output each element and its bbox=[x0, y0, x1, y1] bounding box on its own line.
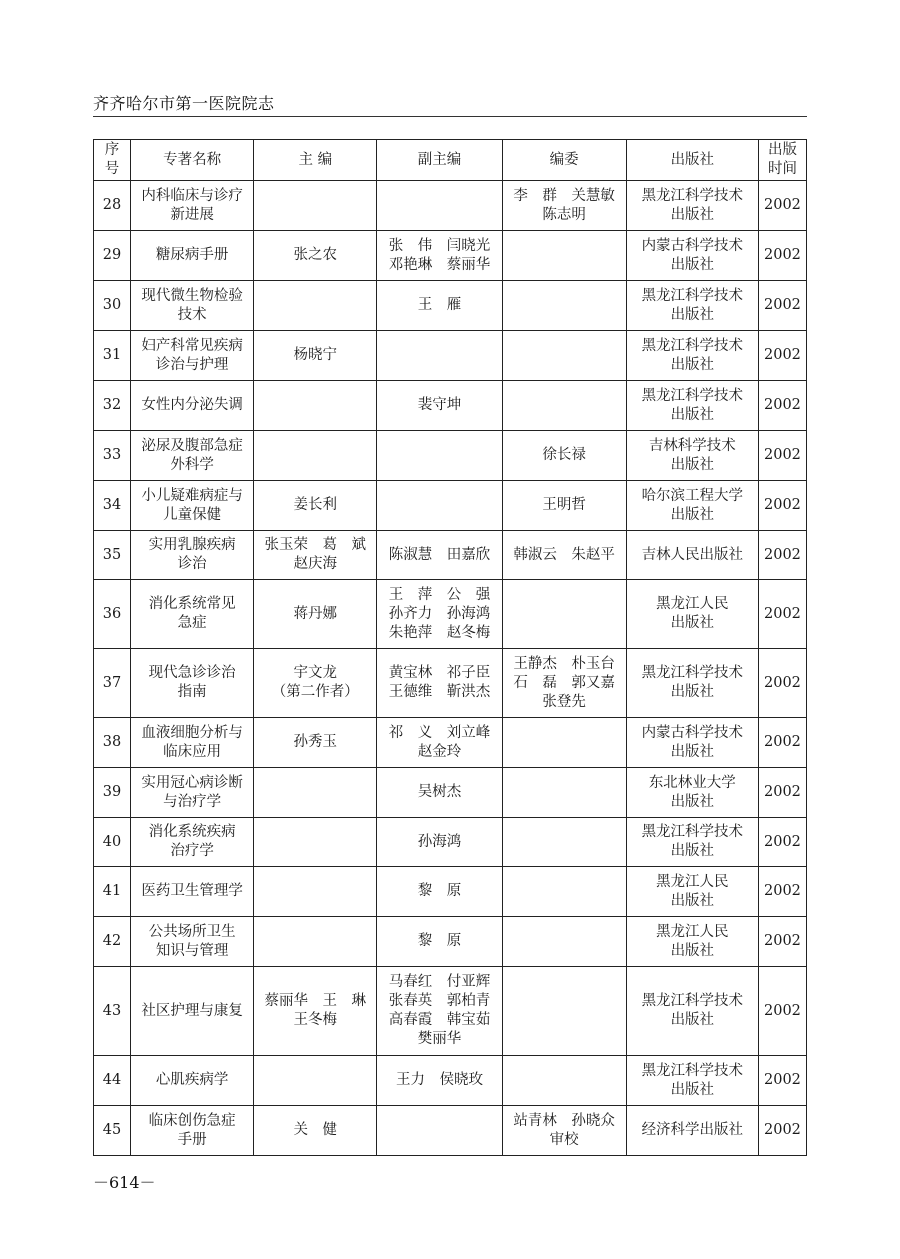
cell-publisher bbox=[626, 431, 758, 481]
cell-editorial-board bbox=[502, 867, 626, 917]
cell-line: 出版社 bbox=[670, 892, 715, 909]
cell-line: 出版社 bbox=[670, 793, 715, 810]
cell-pub-year: 2002 bbox=[758, 867, 806, 917]
cell-line: 黑龙江科学技术 bbox=[641, 824, 744, 840]
cell-publisher bbox=[626, 967, 758, 1056]
cell-line: 王冬梅 bbox=[293, 1012, 338, 1028]
cell-line: 黑龙江人民 bbox=[656, 923, 729, 940]
cell-line: 张玉荣 葛 斌 bbox=[264, 537, 367, 553]
cell-publisher bbox=[626, 718, 758, 768]
cell-chief-editor bbox=[254, 967, 377, 1056]
cell-line: 妇产科常见疾病 bbox=[141, 337, 243, 354]
cell-pub-year: 2002 bbox=[758, 531, 806, 580]
cell-editorial-board bbox=[502, 381, 626, 431]
table-header-row bbox=[94, 140, 807, 181]
cell-chief-editor bbox=[254, 231, 377, 281]
cell-seq: 30 bbox=[94, 281, 131, 331]
table-row bbox=[94, 1106, 807, 1156]
cell-pub-year: 2002 bbox=[758, 281, 806, 331]
cell-line: 杨晓宁 bbox=[293, 347, 338, 363]
cell-line: 内蒙古科学技术 bbox=[641, 237, 744, 254]
cell-seq: 38 bbox=[94, 718, 131, 768]
cell-deputy-editor bbox=[377, 381, 502, 431]
cell-title bbox=[131, 431, 254, 481]
cell-line: 黑龙江科学技术 bbox=[641, 187, 744, 204]
cell-line: 宇文龙 bbox=[293, 665, 338, 681]
cell-line: 吉林科学技术 bbox=[648, 437, 736, 454]
cell-line: 蔡丽华 王 琳 bbox=[264, 993, 367, 1009]
cell-line: 指南 bbox=[177, 684, 207, 700]
cell-editorial-board bbox=[502, 917, 626, 967]
cell-seq: 44 bbox=[94, 1056, 131, 1106]
cell-publisher bbox=[626, 481, 758, 531]
table-row bbox=[94, 649, 807, 718]
cell-pub-year: 2002 bbox=[758, 181, 806, 231]
cell-line: 审校 bbox=[549, 1131, 579, 1148]
cell-pub-year: 2002 bbox=[758, 768, 806, 818]
cell-editorial-board bbox=[502, 431, 626, 481]
header-line: 出版 bbox=[767, 142, 797, 158]
cell-seq: 28 bbox=[94, 181, 131, 231]
cell-publisher bbox=[626, 281, 758, 331]
cell-line: 哈尔滨工程大学 bbox=[641, 487, 744, 504]
cell-line: 马春红 付亚辉 bbox=[388, 974, 491, 990]
table-row bbox=[94, 580, 807, 649]
cell-editorial-board bbox=[502, 818, 626, 867]
table-row bbox=[94, 531, 807, 580]
cell-line: 女性内分泌失调 bbox=[141, 397, 243, 413]
cell-deputy-editor bbox=[377, 231, 502, 281]
cell-chief-editor bbox=[254, 917, 377, 967]
cell-seq: 40 bbox=[94, 818, 131, 867]
cell-line: 张之农 bbox=[293, 247, 338, 263]
cell-line: 出版社 bbox=[670, 356, 715, 373]
cell-chief-editor bbox=[254, 768, 377, 818]
header-seq bbox=[94, 140, 131, 181]
cell-editorial-board bbox=[502, 718, 626, 768]
cell-title bbox=[131, 967, 254, 1056]
cell-line: 技术 bbox=[177, 306, 207, 323]
cell-pub-year: 2002 bbox=[758, 967, 806, 1056]
cell-deputy-editor bbox=[377, 531, 502, 580]
header-line: 主 编 bbox=[298, 151, 333, 168]
cell-line: 出版社 bbox=[670, 206, 715, 223]
cell-line: 诊治与护理 bbox=[155, 356, 229, 373]
cell-line: 黑龙江人民 bbox=[656, 873, 729, 890]
table-row bbox=[94, 1056, 807, 1106]
cell-line: 现代微生物检验 bbox=[141, 287, 243, 304]
cell-publisher bbox=[626, 381, 758, 431]
cell-title bbox=[131, 331, 254, 381]
running-head-title: 齐齐哈尔市第一医院院志 bbox=[93, 94, 275, 113]
cell-title bbox=[131, 381, 254, 431]
cell-line: 出版社 bbox=[670, 843, 715, 859]
cell-title bbox=[131, 768, 254, 818]
cell-deputy-editor bbox=[377, 768, 502, 818]
cell-chief-editor bbox=[254, 818, 377, 867]
cell-deputy-editor bbox=[377, 818, 502, 867]
cell-pub-year: 2002 bbox=[758, 580, 806, 649]
cell-line: 心肌疾病学 bbox=[155, 1072, 229, 1088]
monograph-table bbox=[93, 139, 807, 1156]
table-row bbox=[94, 281, 807, 331]
cell-line: 祁 义 刘立峰 bbox=[388, 724, 491, 741]
table-row bbox=[94, 481, 807, 531]
cell-seq: 45 bbox=[94, 1106, 131, 1156]
cell-publisher bbox=[626, 1106, 758, 1156]
cell-line: 邓艳琳 蔡丽华 bbox=[388, 256, 491, 273]
header-editorial-board bbox=[502, 140, 626, 181]
cell-line: 出版社 bbox=[670, 1081, 715, 1098]
cell-seq: 42 bbox=[94, 917, 131, 967]
cell-chief-editor bbox=[254, 381, 377, 431]
page-number: －614－ bbox=[93, 1173, 156, 1192]
cell-line: 临床创伤急症 bbox=[148, 1112, 236, 1129]
cell-publisher bbox=[626, 331, 758, 381]
cell-line: 新进展 bbox=[170, 206, 214, 223]
header-line: 序 bbox=[104, 142, 120, 158]
cell-line: 王德维 靳洪杰 bbox=[388, 684, 491, 700]
cell-pub-year: 2002 bbox=[758, 1106, 806, 1156]
cell-line: 黑龙江科学技术 bbox=[641, 993, 744, 1009]
cell-deputy-editor bbox=[377, 649, 502, 718]
table-row bbox=[94, 331, 807, 381]
cell-line: 张春英 郭柏青 bbox=[388, 993, 491, 1009]
cell-line: 赵金玲 bbox=[417, 743, 462, 760]
cell-line: 黄宝林 祁子臣 bbox=[388, 665, 491, 681]
header-pub-year bbox=[758, 140, 806, 181]
cell-title bbox=[131, 481, 254, 531]
header-line: 专著名称 bbox=[163, 151, 222, 168]
cell-editorial-board bbox=[502, 331, 626, 381]
cell-chief-editor bbox=[254, 867, 377, 917]
cell-line: 社区护理与康复 bbox=[141, 1002, 243, 1019]
cell-line: 姜长利 bbox=[293, 497, 338, 513]
cell-editorial-board bbox=[502, 1056, 626, 1106]
cell-line: 糖尿病手册 bbox=[155, 247, 229, 263]
cell-line: 东北林业大学 bbox=[648, 774, 736, 791]
cell-editorial-board bbox=[502, 231, 626, 281]
cell-chief-editor bbox=[254, 531, 377, 580]
cell-line: 蒋丹娜 bbox=[293, 605, 338, 622]
cell-seq: 39 bbox=[94, 768, 131, 818]
cell-line: 黑龙江科学技术 bbox=[641, 337, 744, 354]
cell-deputy-editor bbox=[377, 917, 502, 967]
header-line: 时间 bbox=[767, 161, 797, 177]
cell-line: 出版社 bbox=[670, 615, 715, 631]
cell-title bbox=[131, 580, 254, 649]
cell-line: 黑龙江科学技术 bbox=[641, 387, 744, 404]
cell-line: 黎 原 bbox=[417, 933, 462, 949]
cell-line: 临床应用 bbox=[163, 743, 222, 760]
cell-publisher bbox=[626, 1056, 758, 1106]
cell-line: 出版社 bbox=[670, 306, 715, 323]
cell-seq: 35 bbox=[94, 531, 131, 580]
cell-pub-year: 2002 bbox=[758, 718, 806, 768]
header-line: 出版社 bbox=[670, 151, 715, 168]
cell-pub-year: 2002 bbox=[758, 231, 806, 281]
cell-chief-editor bbox=[254, 1106, 377, 1156]
header-deputy-editor bbox=[377, 140, 502, 181]
cell-line: 小儿疑难病症与 bbox=[141, 487, 243, 504]
cell-line: 王力 侯晓玫 bbox=[395, 1072, 483, 1088]
header-publisher bbox=[626, 140, 758, 181]
cell-seq: 43 bbox=[94, 967, 131, 1056]
table-row bbox=[94, 818, 807, 867]
cell-line: 王静杰 朴玉台 bbox=[513, 655, 615, 672]
cell-line: 诊治 bbox=[177, 556, 207, 572]
cell-title bbox=[131, 718, 254, 768]
cell-line: 吉林人民出版社 bbox=[641, 546, 744, 563]
cell-editorial-board bbox=[502, 281, 626, 331]
cell-line: 儿童保健 bbox=[163, 506, 222, 523]
cell-publisher bbox=[626, 181, 758, 231]
cell-pub-year: 2002 bbox=[758, 331, 806, 381]
cell-title bbox=[131, 818, 254, 867]
cell-seq: 34 bbox=[94, 481, 131, 531]
cell-deputy-editor bbox=[377, 1106, 502, 1156]
table-row bbox=[94, 431, 807, 481]
cell-line: 站青林 孙晓众 bbox=[513, 1112, 615, 1129]
cell-line: 王 萍 公 强 bbox=[388, 586, 491, 603]
cell-title bbox=[131, 281, 254, 331]
cell-title bbox=[131, 867, 254, 917]
table-row bbox=[94, 231, 807, 281]
cell-line: 消化系统疾病 bbox=[148, 824, 236, 840]
cell-line: 知识与管理 bbox=[155, 942, 229, 959]
cell-publisher bbox=[626, 531, 758, 580]
cell-line: 孙海鸿 bbox=[417, 833, 462, 850]
cell-deputy-editor bbox=[377, 1056, 502, 1106]
cell-editorial-board bbox=[502, 481, 626, 531]
cell-line: 外科学 bbox=[170, 456, 214, 473]
cell-line: 黑龙江人民 bbox=[656, 596, 729, 612]
cell-pub-year: 2002 bbox=[758, 818, 806, 867]
cell-line: 治疗学 bbox=[170, 843, 214, 859]
cell-line: 黎 原 bbox=[417, 883, 462, 899]
cell-pub-year: 2002 bbox=[758, 1056, 806, 1106]
table-row bbox=[94, 181, 807, 231]
cell-line: 出版社 bbox=[670, 684, 715, 700]
cell-editorial-board bbox=[502, 531, 626, 580]
cell-publisher bbox=[626, 231, 758, 281]
cell-publisher bbox=[626, 867, 758, 917]
header-line: 号 bbox=[104, 161, 120, 177]
cell-line: 出版社 bbox=[670, 506, 715, 523]
cell-line: 实用乳腺疾病 bbox=[148, 537, 236, 553]
cell-line: 出版社 bbox=[670, 456, 715, 473]
cell-line: 裴守坤 bbox=[417, 397, 462, 413]
cell-line: 孙秀玉 bbox=[293, 734, 338, 750]
cell-publisher bbox=[626, 768, 758, 818]
cell-line: 孙齐力 孙海鸿 bbox=[388, 605, 491, 622]
cell-seq: 32 bbox=[94, 381, 131, 431]
cell-line: 王 雁 bbox=[417, 297, 462, 313]
table-row bbox=[94, 917, 807, 967]
cell-line: 内科临床与诊疗 bbox=[141, 187, 243, 204]
cell-deputy-editor bbox=[377, 181, 502, 231]
cell-line: 实用冠心病诊断 bbox=[141, 774, 243, 791]
cell-editorial-board bbox=[502, 580, 626, 649]
cell-publisher bbox=[626, 818, 758, 867]
cell-publisher bbox=[626, 649, 758, 718]
cell-line: 王明哲 bbox=[542, 497, 586, 513]
cell-line: 消化系统常见 bbox=[148, 596, 236, 612]
cell-line: 出版社 bbox=[670, 1012, 715, 1028]
header-line: 编委 bbox=[549, 151, 579, 168]
cell-chief-editor bbox=[254, 580, 377, 649]
cell-line: 黑龙江科学技术 bbox=[641, 287, 744, 304]
header-rule bbox=[93, 116, 807, 117]
cell-chief-editor bbox=[254, 431, 377, 481]
cell-line: 韩淑云 朱赵平 bbox=[513, 546, 615, 563]
cell-line: 急症 bbox=[177, 615, 207, 631]
cell-line: （第二作者） bbox=[271, 684, 359, 700]
cell-deputy-editor bbox=[377, 967, 502, 1056]
table-row bbox=[94, 967, 807, 1056]
cell-seq: 36 bbox=[94, 580, 131, 649]
cell-deputy-editor bbox=[377, 331, 502, 381]
cell-line: 陈淑慧 田嘉欣 bbox=[388, 546, 491, 563]
cell-line: 朱艳萍 赵冬梅 bbox=[388, 624, 491, 641]
cell-line: 陈志明 bbox=[542, 206, 586, 223]
cell-line: 公共场所卫生 bbox=[148, 923, 236, 940]
cell-line: 石 磊 郭又嘉 bbox=[513, 674, 615, 691]
cell-seq: 29 bbox=[94, 231, 131, 281]
cell-line: 血液细胞分析与 bbox=[141, 724, 243, 741]
cell-editorial-board bbox=[502, 768, 626, 818]
cell-deputy-editor bbox=[377, 867, 502, 917]
cell-seq: 37 bbox=[94, 649, 131, 718]
cell-title bbox=[131, 531, 254, 580]
cell-line: 出版社 bbox=[670, 406, 715, 423]
cell-line: 现代急诊诊治 bbox=[148, 665, 236, 681]
table-row bbox=[94, 768, 807, 818]
cell-deputy-editor bbox=[377, 281, 502, 331]
cell-line: 出版社 bbox=[670, 256, 715, 273]
cell-chief-editor bbox=[254, 481, 377, 531]
cell-pub-year: 2002 bbox=[758, 381, 806, 431]
cell-line: 手册 bbox=[177, 1131, 207, 1148]
cell-publisher bbox=[626, 917, 758, 967]
cell-chief-editor bbox=[254, 718, 377, 768]
cell-line: 与治疗学 bbox=[163, 793, 222, 810]
cell-chief-editor bbox=[254, 649, 377, 718]
cell-deputy-editor bbox=[377, 580, 502, 649]
cell-title bbox=[131, 181, 254, 231]
cell-line: 泌尿及腹部急症 bbox=[141, 437, 243, 454]
cell-title bbox=[131, 231, 254, 281]
cell-pub-year: 2002 bbox=[758, 481, 806, 531]
cell-line: 出版社 bbox=[670, 743, 715, 760]
cell-chief-editor bbox=[254, 281, 377, 331]
cell-line: 李 群 关慧敏 bbox=[513, 187, 615, 204]
cell-editorial-board bbox=[502, 181, 626, 231]
cell-editorial-board bbox=[502, 967, 626, 1056]
cell-chief-editor bbox=[254, 181, 377, 231]
cell-pub-year: 2002 bbox=[758, 649, 806, 718]
cell-line: 黑龙江科学技术 bbox=[641, 1062, 744, 1079]
cell-line: 关 健 bbox=[293, 1122, 338, 1138]
cell-title bbox=[131, 649, 254, 718]
table-row bbox=[94, 718, 807, 768]
cell-line: 经济科学出版社 bbox=[641, 1122, 744, 1138]
cell-publisher bbox=[626, 580, 758, 649]
cell-line: 张登先 bbox=[542, 693, 586, 710]
cell-deputy-editor bbox=[377, 481, 502, 531]
table-row bbox=[94, 867, 807, 917]
cell-line: 内蒙古科学技术 bbox=[641, 724, 744, 741]
cell-title bbox=[131, 917, 254, 967]
cell-line: 徐长禄 bbox=[542, 447, 586, 463]
cell-line: 张 伟 闫晓光 bbox=[388, 237, 491, 254]
cell-editorial-board bbox=[502, 1106, 626, 1156]
cell-editorial-board bbox=[502, 649, 626, 718]
cell-deputy-editor bbox=[377, 431, 502, 481]
cell-seq: 33 bbox=[94, 431, 131, 481]
cell-line: 赵庆海 bbox=[293, 556, 338, 572]
cell-pub-year: 2002 bbox=[758, 431, 806, 481]
cell-title bbox=[131, 1056, 254, 1106]
header-title bbox=[131, 140, 254, 181]
cell-chief-editor bbox=[254, 331, 377, 381]
cell-seq: 31 bbox=[94, 331, 131, 381]
header-line: 副主编 bbox=[417, 151, 462, 168]
cell-pub-year: 2002 bbox=[758, 917, 806, 967]
header-chief-editor bbox=[254, 140, 377, 181]
cell-seq: 41 bbox=[94, 867, 131, 917]
cell-deputy-editor bbox=[377, 718, 502, 768]
cell-line: 高春霞 韩宝茹 bbox=[388, 1012, 491, 1028]
cell-line: 黑龙江科学技术 bbox=[641, 665, 744, 681]
cell-title bbox=[131, 1106, 254, 1156]
cell-chief-editor bbox=[254, 1056, 377, 1106]
table-body bbox=[94, 181, 807, 1156]
table-row bbox=[94, 381, 807, 431]
cell-line: 樊丽华 bbox=[417, 1031, 462, 1047]
cell-line: 吴树杰 bbox=[417, 784, 462, 800]
cell-line: 出版社 bbox=[670, 942, 715, 959]
cell-line: 医药卫生管理学 bbox=[141, 883, 243, 899]
